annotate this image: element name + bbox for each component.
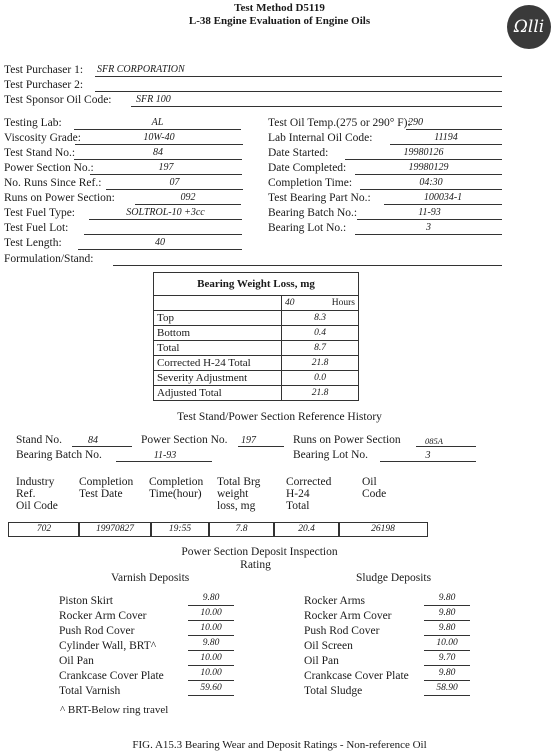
varnish-label: Oil Pan [59,655,94,667]
bearing-row [154,371,359,386]
footnote: ^ BRT-Below ring travel [60,704,169,716]
sludge-value: 10.00 [436,638,458,648]
deposits-subtitle: Rating [240,559,271,571]
right-field-underline [360,189,502,190]
left-field-label: Testing Lab: [4,117,62,129]
purchaser1-label: Test Purchaser 1: [4,64,84,76]
sludge-underline [424,695,470,696]
left-field-label: Test Fuel Lot: [4,222,69,234]
reference-cell: 19970827 [78,522,152,537]
left-field-value: 10W-40 [143,132,175,143]
right-field-value: 11-93 [418,207,441,218]
purchaser1-value: SFR CORPORATION [97,64,185,75]
varnish-label: Push Rod Cover [59,625,135,637]
left-field-underline [75,144,243,145]
varnish-underline [188,695,234,696]
sludge-underline [424,635,470,636]
reference-column-header: Total Brg weight loss, mg [217,476,261,512]
reference-cell: 7.8 [208,522,275,537]
right-field-value: 19980126 [403,147,444,158]
reference-column-header: Completion Time(hour) [149,476,204,500]
right-field-value: 3 [426,222,431,233]
bearing-weight-loss-table [153,272,359,401]
left-field-underline [106,189,243,190]
sludge-label: Crankcase Cover Plate [304,670,409,682]
left-field-value: SOLTROL-10 +3cc [126,207,205,218]
varnish-label: Cylinder Wall, BRT^ [59,640,157,652]
right-field-underline [355,234,502,235]
left-field-label: No. Runs Since Ref.: [4,177,102,189]
varnish-value: 9.80 [202,638,220,648]
sludge-title: Sludge Deposits [356,572,432,584]
left-field-underline [89,219,242,220]
varnish-label: Rocker Arm Cover [59,610,147,622]
bearing-row-label: Severity Adjustment [154,371,282,386]
reference-title: Test Stand/Power Section Reference History [177,411,382,423]
bearing-row-label: Top [154,311,282,326]
varnish-underline [188,635,234,636]
bearing-row-value: 21.8 [282,356,359,371]
left-field-label: Test Fuel Type: [4,207,76,219]
sludge-value: 9.80 [438,608,456,618]
right-field-label: Date Completed: [268,162,347,174]
purchaser1-underline [95,76,502,77]
sludge-label: Total Sludge [304,685,363,697]
sponsor-label: Test Sponsor Oil Code: [4,94,112,106]
ref-stand-value: 84 [88,435,98,446]
sludge-value: 58.90 [436,683,458,693]
reference-column-header: Corrected H-24 Total [286,476,332,512]
varnish-underline [188,605,234,606]
left-field-underline [78,249,242,250]
sludge-underline [424,665,470,666]
varnish-label: Piston Skirt [59,595,114,607]
sludge-value: 9.70 [438,653,456,663]
document-subtitle: L-38 Engine Evaluation of Engine Oils [188,15,371,27]
right-field-underline [390,144,502,145]
left-field-label: Test Length: [4,237,62,249]
left-field-label: Power Section No.: [4,162,94,174]
ref-stand-label: Stand No. [16,434,62,446]
bearing-row-label: Adjusted Total [154,386,282,401]
varnish-value: 10.00 [200,653,222,663]
purchaser2-label: Test Purchaser 2: [4,79,84,91]
right-field-label: Bearing Lot No.: [268,222,347,234]
reference-cell: 26198 [338,522,428,537]
bearing-row [154,326,359,341]
right-field-underline [345,159,502,160]
right-field-value: 290 [408,117,423,128]
right-field-label: Lab Internal Oil Code: [268,132,373,144]
left-field-label: Viscosity Grade: [4,132,81,144]
varnish-value: 10.00 [200,668,222,678]
right-field-value: 04:30 [419,177,443,188]
left-field-value: 07 [169,177,180,188]
bearing-row [154,386,359,401]
left-field-underline [84,234,242,235]
reference-cell: 702 [8,522,80,537]
varnish-underline [188,665,234,666]
sludge-underline [424,620,470,621]
sludge-underline [424,680,470,681]
ref-runs-value: 085A [425,436,443,446]
bearing-row-label: Bottom [154,326,282,341]
right-field-value: 19980129 [408,162,449,173]
sponsor-underline [131,106,502,107]
sludge-underline [424,650,470,651]
sludge-label: Oil Screen [304,640,353,652]
varnish-label: Crankcase Cover Plate [59,670,164,682]
bearing-row-label: Total [154,341,282,356]
bearing-row [154,311,359,326]
varnish-value: 10.00 [200,623,222,633]
sludge-label: Rocker Arms [304,595,366,607]
right-field-underline [406,129,502,130]
left-field-value: AL [151,117,164,128]
bearing-table-title: Bearing Weight Loss, mg [154,273,359,296]
bearing-row-value: 21.8 [282,386,359,401]
ref-lot-label: Bearing Lot No. [293,449,369,461]
varnish-value: 9.80 [202,593,220,603]
varnish-value: 59.60 [200,683,222,693]
varnish-title: Varnish Deposits [111,572,190,584]
sponsor-value: SFR 100 [136,94,171,105]
reference-column-header: Oil Code [362,476,387,500]
left-field-underline [74,129,241,130]
ref-batch-label: Bearing Batch No. [16,449,102,461]
left-field-underline [135,204,241,205]
document-title: Test Method D5119 [234,2,325,14]
formulation-label: Formulation/Stand: [4,253,94,265]
hours-cell [282,296,359,311]
left-field-value: 84 [153,147,163,158]
right-field-label: Test Oil Temp.(275 or 290° F): [268,117,411,129]
bearing-row-label: Corrected H-24 Total [154,356,282,371]
bearing-row-value: 0.0 [282,371,359,386]
astm-logo: Ωlli [507,5,551,49]
bearing-row-value: 8.7 [282,341,359,356]
varnish-underline [188,680,234,681]
reference-column-header: Completion Test Date [79,476,134,500]
reference-cell: 20.4 [273,522,340,537]
hours-value: 40 [285,298,295,308]
purchaser2-underline [95,91,502,92]
left-field-value: 40 [155,237,165,248]
bearing-row-value: 0.4 [282,326,359,341]
right-field-label: Test Bearing Part No.: [268,192,371,204]
ref-power-section-label: Power Section No. [141,434,228,446]
figure-caption: FIG. A15.3 Bearing Wear and Deposit Ratings - Non-reference Oil [132,739,427,751]
ref-runs-label: Runs on Power Section [293,434,401,446]
hours-label: Hours [331,298,355,308]
right-field-underline [357,219,502,220]
bearing-row-value: 8.3 [282,311,359,326]
right-field-underline [384,204,502,205]
deposits-title: Power Section Deposit Inspection [181,546,338,558]
left-field-underline [90,174,242,175]
sludge-underline [424,605,470,606]
varnish-value: 10.00 [200,608,222,618]
left-field-value: 092 [180,192,196,203]
left-field-label: Runs on Power Section: [4,192,115,204]
sludge-value: 9.80 [438,623,456,633]
left-field-value: 197 [158,162,174,173]
right-field-underline [355,174,502,175]
ref-power-section-value: 197 [241,435,256,446]
varnish-underline [188,650,234,651]
sludge-value: 9.80 [438,668,456,678]
bearing-row [154,356,359,371]
bearing-row [154,341,359,356]
right-field-value: 100034-1 [423,192,463,203]
sludge-label: Oil Pan [304,655,339,667]
reference-column-header: Industry Ref. Oil Code [16,476,58,512]
ref-lot-value: 3 [425,450,431,461]
ref-batch-value: 11-93 [153,450,177,461]
varnish-underline [188,620,234,621]
reference-cell: 19:55 [150,522,210,537]
varnish-label: Total Varnish [59,685,121,697]
sludge-label: Rocker Arm Cover [304,610,392,622]
right-field-label: Date Started: [268,147,329,159]
left-field-label: Test Stand No.: [4,147,76,159]
sludge-label: Push Rod Cover [304,625,380,637]
formulation-underline [113,265,502,266]
right-field-value: 11194 [434,132,458,143]
right-field-label: Completion Time: [268,177,353,189]
right-field-label: Bearing Batch No.: [268,207,358,219]
sludge-value: 9.80 [438,593,456,603]
left-field-underline [74,159,242,160]
